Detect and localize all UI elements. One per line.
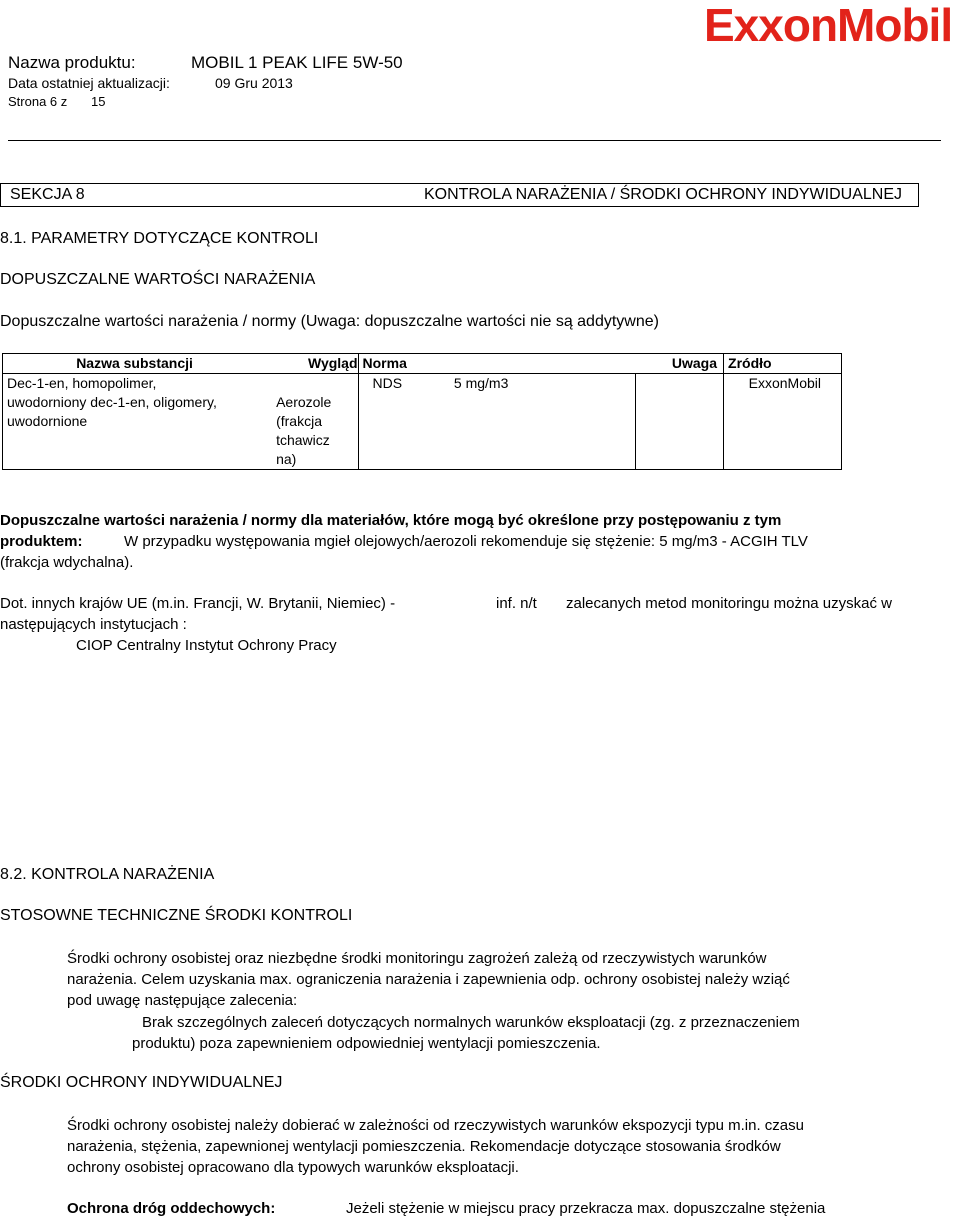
cell-norm-type: NDS <box>358 374 442 470</box>
respiratory-text: Jeżeli stężenie w miejscu pracy przekracza max. dopuszczalne stężenia <box>346 1200 826 1217</box>
materials-text-2: (frakcja wdychalna). <box>0 554 134 571</box>
tech-recommendation-2: produktu) poza zapewnieniem odpowiedniej wentylacji pomieszczenia. <box>132 1035 601 1052</box>
tech-paragraph-line: pod uwagę następujące zalecenia: <box>67 992 298 1009</box>
section-title: KONTROLA NARAŻENIA / ŚRODKI OCHRONY INDYWIDUALNEJ <box>423 186 902 203</box>
product-name: MOBIL 1 PEAK LIFE 5W-50 <box>191 53 403 72</box>
ppe-paragraph-line: Środki ochrony osobistej należy dobierać w zależności od rzeczywistych warunków ekspozycji typu m.in. czasu <box>67 1117 804 1134</box>
other-countries-info: inf. n/t <box>496 595 537 612</box>
col-header-substance: Nazwa substancji <box>3 354 267 374</box>
cell-source: ExxonMobil <box>724 374 842 470</box>
materials-lead: Dopuszczalne wartości narażenia / normy dla materiałów, które mogą być określone przy postępowaniu z tym <box>0 512 782 529</box>
table-row <box>3 374 842 470</box>
page-label: Strona 6 z <box>8 94 68 109</box>
ppe-paragraph-line: ochrony osobistej opracowano dla typowych warunków eksploatacji. <box>67 1159 519 1176</box>
limits-note: Dopuszczalne wartości narażenia / normy (Uwaga: dopuszczalne wartości nie są addytywne) <box>0 313 659 330</box>
exxonmobil-logo <box>704 0 952 50</box>
col-header-appearance: Wygląd <box>266 354 358 374</box>
section-number: SEKCJA 8 <box>10 186 85 203</box>
col-header-remark: Uwaga <box>636 354 724 374</box>
heading-8-2: 8.2. KONTROLA NARAŻENIA <box>0 866 215 883</box>
materials-lead-2: produktem: <box>0 533 83 550</box>
subheading-limits: DOPUSZCZALNE WARTOŚCI NARAŻENIA <box>0 271 316 288</box>
substance-line: uwodornione <box>7 413 88 429</box>
product-label: Nazwa produktu: <box>8 53 136 72</box>
appearance-line: Aerozole <box>276 394 332 410</box>
other-countries-text: Dot. innych krajów UE (m.in. Francji, W. Brytanii, Niemiec) - <box>0 595 396 612</box>
tech-paragraph-line: narażenia. Celem uzyskania max. ograniczenia narażenia i zapewnienia odp. ochrony osobistej należy wziąć <box>67 971 790 988</box>
appearance-line: (frakcja <box>276 413 322 429</box>
header-divider <box>8 140 941 141</box>
col-header-norm: Norma <box>358 354 636 374</box>
respiratory-label: Ochrona dróg oddechowych: <box>67 1200 276 1217</box>
appearance-line: na) <box>276 451 297 467</box>
institution-ciop: CIOP Centralny Instytut Ochrony Pracy <box>76 637 337 654</box>
other-countries-institutions: następujących instytucjach : <box>0 616 187 633</box>
table-header-row <box>3 354 842 374</box>
cell-norm-value: 5 mg/m3 <box>442 374 636 470</box>
appearance-line: tchawicz <box>276 432 330 448</box>
ppe-paragraph-line: narażenia, stężenia, zapewnionej wentylacji pomieszczenia. Rekomendacje dotyczące stosowania środków <box>67 1138 781 1155</box>
cell-substance <box>3 374 267 470</box>
date-value: 09 Gru 2013 <box>215 75 293 91</box>
tech-paragraph-line: Środki ochrony osobistej oraz niezbędne środki monitoringu zagrożeń zależą od rzeczywistych warunków <box>67 950 767 967</box>
date-label: Data ostatniej aktualizacji: <box>8 75 170 91</box>
heading-8-1: 8.1. PARAMETRY DOTYCZĄCE KONTROLI <box>0 230 319 247</box>
substance-line: uwodorniony dec-1-en, oligomery, <box>7 394 217 410</box>
page-total: 15 <box>91 94 106 109</box>
cell-remark <box>636 374 724 470</box>
substance-line: Dec-1-en, homopolimer, <box>7 375 157 391</box>
tech-controls-heading: STOSOWNE TECHNICZNE ŚRODKI KONTROLI <box>0 907 353 924</box>
ppe-heading: ŚRODKI OCHRONY INDYWIDUALNEJ <box>0 1074 283 1091</box>
materials-text: W przypadku występowania mgieł olejowych/aerozoli rekomenduje się stężenie: 5 mg/m3 - ACGIH TLV <box>124 533 808 550</box>
logo-text: ExxonMobil <box>704 0 953 51</box>
col-header-source: Zródło <box>724 354 842 374</box>
tech-recommendation: Brak szczególnych zaleceń dotyczących normalnych warunków eksploatacji (zg. z przeznaczeniem <box>142 1014 800 1031</box>
other-countries-methods: zalecanych metod monitoringu można uzyskać w <box>566 595 892 612</box>
section-bar <box>0 183 919 207</box>
cell-appearance <box>266 374 358 470</box>
exposure-limits-table <box>2 353 842 470</box>
